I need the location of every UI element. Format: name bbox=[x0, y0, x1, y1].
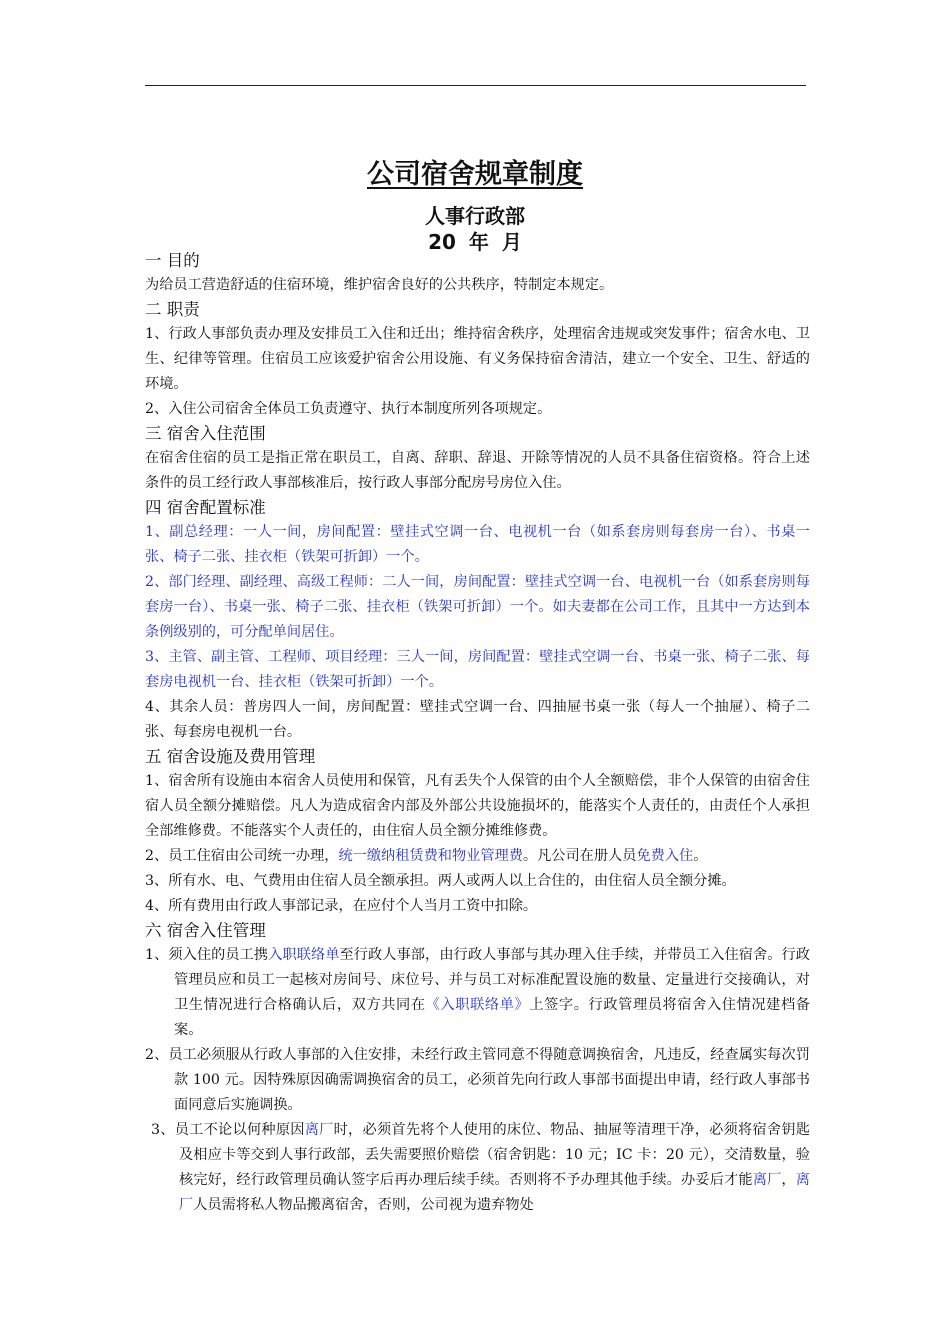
section-heading-scope: 三 宿舍入住范围 bbox=[145, 424, 266, 443]
page-title: 公司宿舍规章制度 bbox=[367, 159, 583, 190]
section-heading-duties: 二 职责 bbox=[145, 300, 200, 319]
text-run: 上签字。行政管理员将宿舍入住情况建档备案。 bbox=[174, 997, 810, 1038]
department-name: 人事行政部 bbox=[425, 204, 525, 228]
paragraph bbox=[145, 943, 810, 1043]
paragraph: 2、部门经理、副经理、高级工程师：二人一间，房间配置：壁挂式空调一台、电视机一台（如系套房则每套房一台）、书桌一张、椅子二张、挂衣柜（铁架可折卸）一个。如夫妻都在公司工作，且其中一方达到本条例级别的，可分配单间居住。 bbox=[145, 574, 810, 640]
text-run: 。凡公司在册人员 bbox=[522, 848, 637, 864]
highlighted-text: 离厂 bbox=[752, 1172, 782, 1188]
header-rule bbox=[145, 85, 806, 86]
highlighted-text: 离厂 bbox=[179, 1172, 810, 1213]
paragraph: 2、员工必须服从行政人事部的入住安排，未经行政主管同意不得随意调换宿舍，凡违反，经查属实每次罚款 100 元。因特殊原因确需调换宿舍的员工，必须首先向行政人事部书面提出申请，经行政人事部书面同意后实施调换。 bbox=[145, 1047, 810, 1113]
paragraph: 2、入住公司宿舍全体员工负责遵守、执行本制度所列各项规定。 bbox=[145, 401, 552, 417]
text-run: 。 bbox=[693, 848, 708, 864]
text-run: 2、员工住宿由公司统一办理， bbox=[145, 848, 339, 864]
highlighted-text: 统一缴纳租赁费和物业管理费 bbox=[338, 848, 523, 864]
paragraph: 在宿舍住宿的员工是指正常在职员工，自离、辞职、辞退、开除等情况的人员不具备住宿资格。符合上述条件的员工经行政人事部核准后，按行政人事部分配房号房位入住。 bbox=[145, 450, 810, 491]
highlighted-text: 离厂 bbox=[304, 1122, 334, 1138]
paragraph: 4、其余人员：普房四人一间，房间配置：壁挂式空调一台、四抽屉书桌一张（每人一个抽屉）、椅子二张、每套房电视机一台。 bbox=[145, 699, 810, 740]
section-heading-fees: 五 宿舍设施及费用管理 bbox=[145, 747, 316, 766]
highlighted-text: 入职联络单 bbox=[268, 947, 340, 963]
section-heading-purpose: 一 目的 bbox=[145, 251, 200, 270]
paragraph bbox=[145, 1118, 810, 1218]
text-run: 3、员工不论以何种原因 bbox=[151, 1122, 305, 1138]
section-heading-configuration: 四 宿舍配置标准 bbox=[145, 498, 266, 517]
text-run: 人员需将私人物品搬离宿舍，否则，公司视为遗弃物处 bbox=[193, 1197, 534, 1213]
highlighted-text: 免费入住 bbox=[636, 848, 694, 864]
paragraph: 1、宿舍所有设施由本宿舍人员使用和保管，凡有丢失个人保管的由个人全额赔偿，非个人保管的由宿舍住宿人员全额分摊赔偿。凡人为造成宿舍内部及外部公共设施损坏的，能落实个人责任的，由责任个人承担全部维修费。不能落实个人责任的，由住宿人员全额分摊维修费。 bbox=[145, 773, 810, 839]
section-heading-check-in: 六 宿舍入住管理 bbox=[145, 921, 266, 940]
text-run: 至行政人事部，由行政人事部与其办理入住手续，并带员工入住宿舍。行政管理员应和员工一起核对房间号、床位号、并与员工对标准配置设施的数量、定量进行交接确认，对卫生情况进行合格确认后，双方共同在 bbox=[174, 947, 810, 1013]
document-date: 20 年 月 bbox=[428, 230, 522, 254]
paragraph bbox=[145, 844, 810, 869]
paragraph: 为给员工营造舒适的住宿环境，维护宿舍良好的公共秩序，特制定本规定。 bbox=[145, 277, 614, 293]
text-run: 时，必须首先将个人使用的床位、物品、抽屉等清理干净，必须将宿舍钥匙及相应卡等交到人事行政部，丢失需要照价赔偿（宿舍钥匙：10 元；IC 卡：20 元），交清数量，验核完好，经行政管理员确认签字后再办理后续手续。否则将不予办理其他手续。办妥后才能 bbox=[179, 1122, 810, 1188]
paragraph: 1、行政人事部负责办理及安排员工入住和迁出；维持宿舍秩序，处理宿舍违规或突发事件；宿舍水电、卫生、纪律等管理。住宿员工应该爱护宿舍公用设施、有义务保持宿舍清洁，建立一个安全、卫生、舒适的环境。 bbox=[145, 326, 810, 392]
text-run: ， bbox=[781, 1172, 796, 1188]
paragraph: 3、所有水、电、气费用由住宿人员全额承担。两人或两人以上合住的，由住宿人员全额分摊。 bbox=[145, 873, 736, 889]
text-run: 1、须入住的员工携 bbox=[145, 947, 269, 963]
highlighted-text: 《入职联络单》 bbox=[425, 997, 530, 1013]
document-body bbox=[145, 249, 810, 1218]
paragraph: 1、副总经理：一人一间，房间配置：壁挂式空调一台、电视机一台（如系套房则每套房一台）、书桌一张、椅子二张、挂衣柜（铁架可折卸）一个。 bbox=[145, 524, 810, 565]
paragraph: 3、主管、副主管、工程师、项目经理：三人一间，房间配置：壁挂式空调一台、书桌一张、椅子二张、每套房电视机一台、挂衣柜（铁架可折卸）一个。 bbox=[145, 649, 810, 690]
paragraph: 4、所有费用由行政人事部记录，在应付个人当月工资中扣除。 bbox=[145, 898, 538, 914]
